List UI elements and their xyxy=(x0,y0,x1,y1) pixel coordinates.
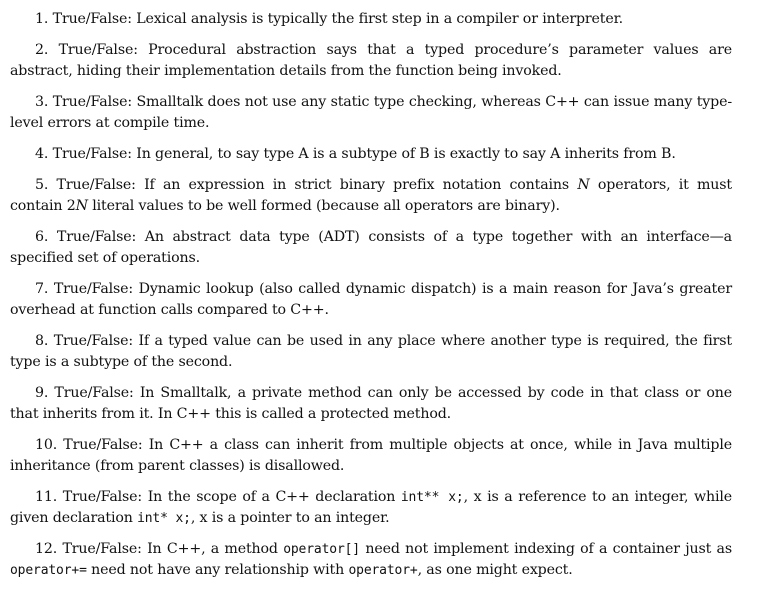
question-text: In general, to say type A is a subtype of B is exactly to say A inherits from B. xyxy=(136,146,676,162)
question-number: 4. xyxy=(35,146,49,162)
question-text-part: In the scope of a C++ declaration xyxy=(147,489,401,505)
question-text-part: need not implement indexing of a container just as xyxy=(359,541,732,557)
question-number: 10. xyxy=(35,437,58,453)
question-text-part: In C++, a method xyxy=(147,541,284,557)
question-text-part: , x is a reference to an integer, while given declaration xyxy=(10,489,732,526)
code-snippet: int* x; xyxy=(137,511,191,526)
code-snippet: operator[] xyxy=(283,542,360,557)
question-text-part: , as one might expect. xyxy=(417,562,573,578)
question-text-part: literal values to be well formed (because all operators are binary). xyxy=(87,198,560,214)
question-text: In Smalltalk, a private method can only be accessed by code in that class or one that inherits from it. In C++ this is called a protected method. xyxy=(10,385,732,422)
question-1 xyxy=(10,9,732,30)
question-number: 12. xyxy=(35,541,58,557)
question-type: True/False: xyxy=(58,42,138,58)
question-4 xyxy=(10,144,732,165)
question-type: True/False: xyxy=(53,281,134,297)
question-12 xyxy=(10,539,732,581)
question-text: Dynamic lookup (also called dynamic dispatch) is a main reason for Java’s greater overhead at function calls compared to C++. xyxy=(10,281,732,318)
code-snippet: operator+= xyxy=(10,563,87,578)
question-text: An abstract data type (ADT) consists of a type together with an interface—a specified set of operations. xyxy=(10,229,732,266)
question-type: True/False: xyxy=(56,229,137,245)
question-text: If a typed value can be used in any place where another type is required, the first type is a subtype of the second. xyxy=(10,333,732,370)
question-number: 5. xyxy=(35,177,49,193)
question-9 xyxy=(10,383,732,425)
question-type: True/False: xyxy=(52,94,132,110)
question-3 xyxy=(10,92,732,134)
question-number: 2. xyxy=(35,42,49,58)
math-variable: N xyxy=(75,198,88,214)
question-type: True/False: xyxy=(53,333,133,349)
question-type: True/False: xyxy=(62,541,142,557)
question-7 xyxy=(10,279,732,321)
question-number: 6. xyxy=(35,229,49,245)
question-10 xyxy=(10,435,732,477)
question-number: 7. xyxy=(35,281,49,297)
question-8 xyxy=(10,331,732,373)
question-list xyxy=(10,9,732,591)
question-text-part: operators, it must contain 2 xyxy=(10,177,732,214)
question-type: True/False: xyxy=(52,11,132,27)
question-text: Procedural abstraction says that a typed procedure’s parameter values are abstract, hiding their implementation details from the function being invoked. xyxy=(10,42,732,79)
question-6 xyxy=(10,227,732,269)
code-snippet: operator+ xyxy=(348,563,418,578)
question-number: 11. xyxy=(35,489,58,505)
question-text: Lexical analysis is typically the first step in a compiler or interpreter. xyxy=(136,11,624,27)
question-2 xyxy=(10,40,732,82)
question-text-part: , x is a pointer to an integer. xyxy=(190,510,390,526)
question-text-part: If an expression in strict binary prefix notation contains xyxy=(144,177,578,193)
question-type: True/False: xyxy=(56,177,136,193)
question-5 xyxy=(10,175,732,217)
question-type: True/False: xyxy=(52,146,132,162)
question-number: 9. xyxy=(35,385,49,401)
question-type: True/False: xyxy=(63,437,143,453)
code-snippet: int** x; xyxy=(400,490,464,505)
question-number: 1. xyxy=(35,11,49,27)
math-variable: N xyxy=(577,177,590,193)
question-number: 3. xyxy=(35,94,49,110)
question-text: In C++ a class can inherit from multiple objects at once, while in Java multiple inheritance (from parent classes) is disallowed. xyxy=(10,437,732,474)
question-text-part: need not have any relationship with xyxy=(86,562,349,578)
question-text: Smalltalk does not use any static type checking, whereas C++ can issue many type-level errors at compile time. xyxy=(10,94,732,131)
question-number: 8. xyxy=(35,333,49,349)
question-11 xyxy=(10,487,732,529)
question-type: True/False: xyxy=(54,385,134,401)
question-type: True/False: xyxy=(62,489,143,505)
